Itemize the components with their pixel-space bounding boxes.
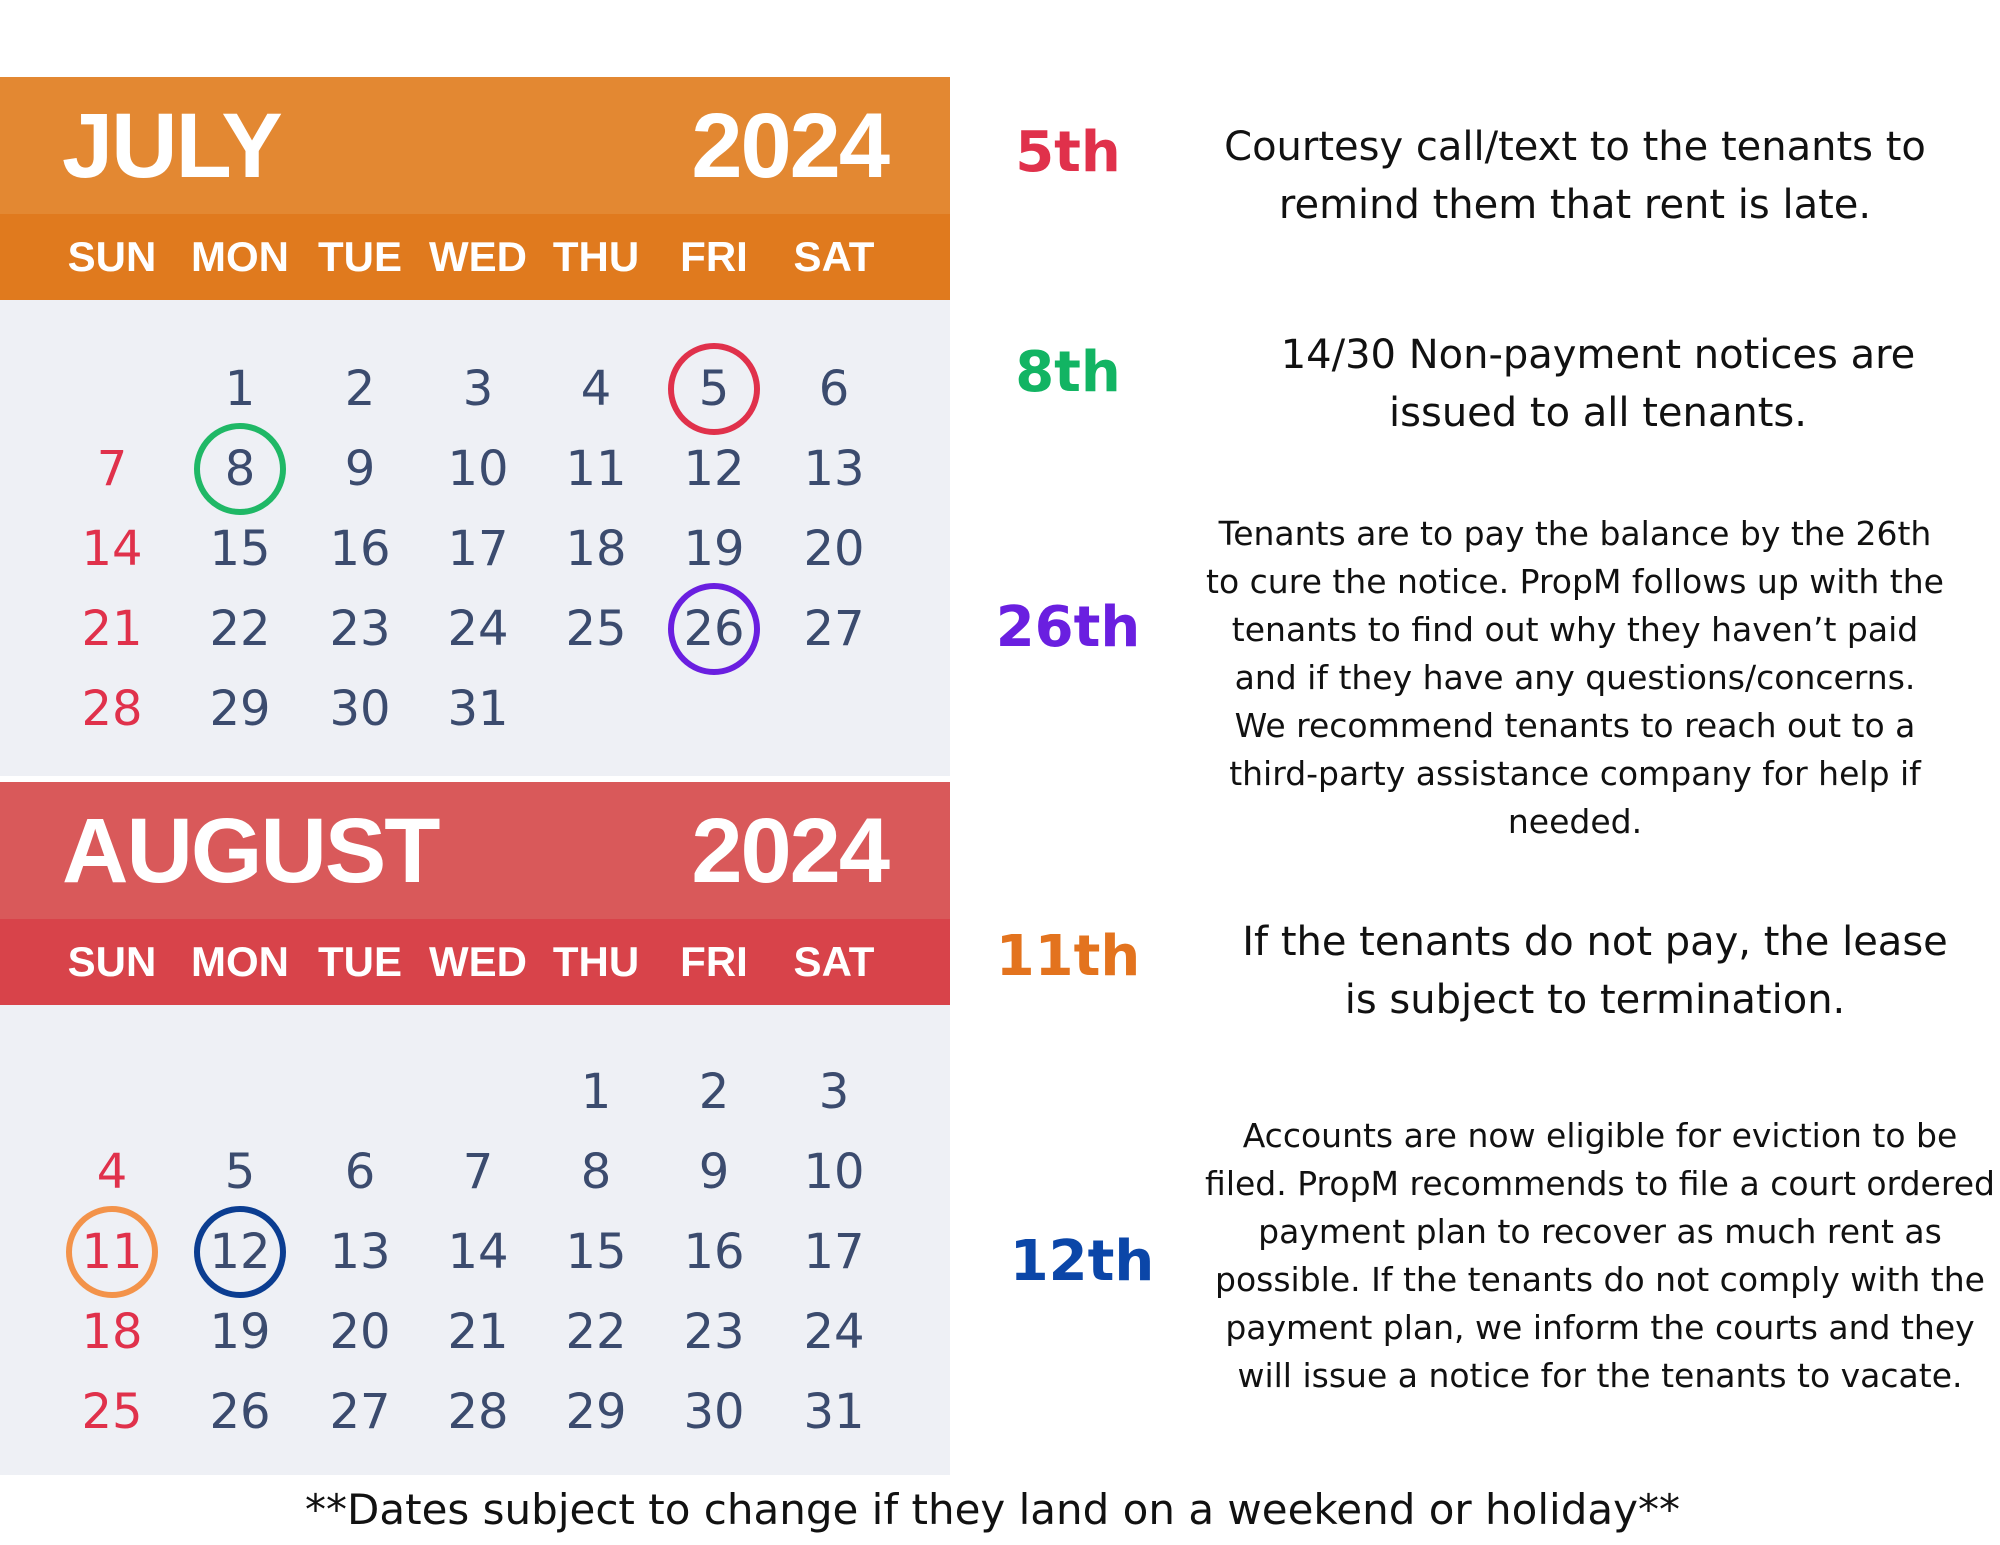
- day-8: 8: [224, 441, 256, 497]
- day-4: 4: [96, 1144, 128, 1200]
- day-25: 25: [565, 601, 627, 657]
- day-24: 24: [447, 601, 509, 657]
- day-15: 15: [565, 1224, 627, 1280]
- weekday-fri: FRI: [680, 938, 748, 985]
- day-29: 29: [565, 1384, 627, 1440]
- day-7: 7: [96, 441, 128, 497]
- weekday-fri: FRI: [680, 233, 748, 280]
- step-label-26th: 26th: [995, 595, 1141, 660]
- day-11: 11: [565, 441, 627, 497]
- july-calendar: [0, 77, 950, 776]
- weekday-thu: THU: [552, 938, 640, 985]
- step-label-12th: 12th: [1009, 1229, 1155, 1294]
- weekday-bar: [0, 919, 950, 1005]
- day-8: 8: [580, 1144, 612, 1200]
- date-grid: [0, 300, 950, 776]
- day-7: 7: [462, 1144, 494, 1200]
- august-header: [0, 782, 950, 919]
- day-23: 23: [329, 601, 391, 657]
- day-2: 2: [344, 361, 376, 417]
- july-header: [0, 77, 950, 214]
- day-25: 25: [81, 1384, 143, 1440]
- day-20: 20: [803, 521, 865, 577]
- day-13: 13: [329, 1224, 391, 1280]
- day-15: 15: [209, 521, 271, 577]
- step-label-8th: 8th: [1015, 340, 1121, 405]
- day-22: 22: [565, 1304, 627, 1360]
- day-10: 10: [447, 441, 509, 497]
- weekday-mon: MON: [191, 938, 289, 985]
- step-text-12th: Accounts are now eligible for eviction to be filed. PropM recommends to file a court ordered payment plan to recover as much rent as possible. If the tenants do not comply with the payment plan, we inform the courts and they will issue a notice for the tenants to vacate.: [1205, 1116, 1995, 1395]
- day-14: 14: [447, 1224, 509, 1280]
- step-text-8th: 14/30 Non-payment notices are issued to all tenants.: [1280, 332, 1916, 436]
- weekday-sat: SAT: [793, 233, 875, 280]
- weekday-bar: [0, 214, 950, 300]
- day-22: 22: [209, 601, 271, 657]
- day-17: 17: [447, 521, 509, 577]
- month-name: AUGUST: [62, 799, 439, 902]
- day-5: 5: [224, 1144, 256, 1200]
- day-3: 3: [462, 361, 494, 417]
- day-11: 11: [81, 1224, 143, 1280]
- weekday-sun: SUN: [67, 938, 157, 985]
- weekday-tue: TUE: [318, 938, 402, 985]
- year: 2024: [691, 799, 888, 902]
- day-29: 29: [209, 681, 271, 737]
- footer-note: **Dates subject to change if they land on a weekend or holiday**: [305, 1485, 1680, 1534]
- day-30: 30: [329, 681, 391, 737]
- day-21: 21: [81, 601, 143, 657]
- day-28: 28: [447, 1384, 509, 1440]
- step-text-26th: Tenants are to pay the balance by the 26th to cure the notice. PropM follows up with the tenants to find out why they haven’t paid and if they have any questions/concerns. We recommend tenants to reach out to a third-party assistance company for help if needed.: [1206, 514, 1944, 841]
- day-31: 31: [803, 1384, 865, 1440]
- weekday-sun: SUN: [67, 233, 157, 280]
- day-28: 28: [81, 681, 143, 737]
- weekday-wed: WED: [429, 938, 527, 985]
- day-20: 20: [329, 1304, 391, 1360]
- step-label-5th: 5th: [1015, 120, 1121, 185]
- weekday-wed: WED: [429, 233, 527, 280]
- weekday-mon: MON: [191, 233, 289, 280]
- date-grid: [0, 1005, 950, 1475]
- day-27: 27: [803, 601, 865, 657]
- day-1: 1: [224, 361, 256, 417]
- day-21: 21: [447, 1304, 509, 1360]
- day-5: 5: [698, 361, 730, 417]
- day-9: 9: [698, 1144, 730, 1200]
- day-17: 17: [803, 1224, 865, 1280]
- day-26: 26: [683, 601, 745, 657]
- day-31: 31: [447, 681, 509, 737]
- day-24: 24: [803, 1304, 865, 1360]
- day-1: 1: [580, 1064, 612, 1120]
- day-12: 12: [683, 441, 745, 497]
- weekday-tue: TUE: [318, 233, 402, 280]
- day-18: 18: [565, 521, 627, 577]
- day-2: 2: [698, 1064, 730, 1120]
- day-4: 4: [580, 361, 612, 417]
- day-18: 18: [81, 1304, 143, 1360]
- day-6: 6: [818, 361, 850, 417]
- day-30: 30: [683, 1384, 745, 1440]
- day-16: 16: [329, 521, 391, 577]
- step-label-11th: 11th: [995, 924, 1141, 989]
- day-19: 19: [209, 1304, 271, 1360]
- weekday-sat: SAT: [793, 938, 875, 985]
- day-13: 13: [803, 441, 865, 497]
- day-3: 3: [818, 1064, 850, 1120]
- day-16: 16: [683, 1224, 745, 1280]
- day-6: 6: [344, 1144, 376, 1200]
- day-27: 27: [329, 1384, 391, 1440]
- day-26: 26: [209, 1384, 271, 1440]
- august-calendar: [0, 782, 950, 1475]
- step-text-5th: Courtesy call/text to the tenants to remind them that rent is late.: [1224, 124, 1926, 228]
- month-name: JULY: [62, 94, 281, 197]
- step-text-11th: If the tenants do not pay, the lease is subject to termination.: [1242, 919, 1948, 1023]
- day-10: 10: [803, 1144, 865, 1200]
- day-19: 19: [683, 521, 745, 577]
- day-9: 9: [344, 441, 376, 497]
- weekday-thu: THU: [552, 233, 640, 280]
- day-14: 14: [81, 521, 143, 577]
- day-23: 23: [683, 1304, 745, 1360]
- day-12: 12: [209, 1224, 271, 1280]
- year: 2024: [691, 94, 888, 197]
